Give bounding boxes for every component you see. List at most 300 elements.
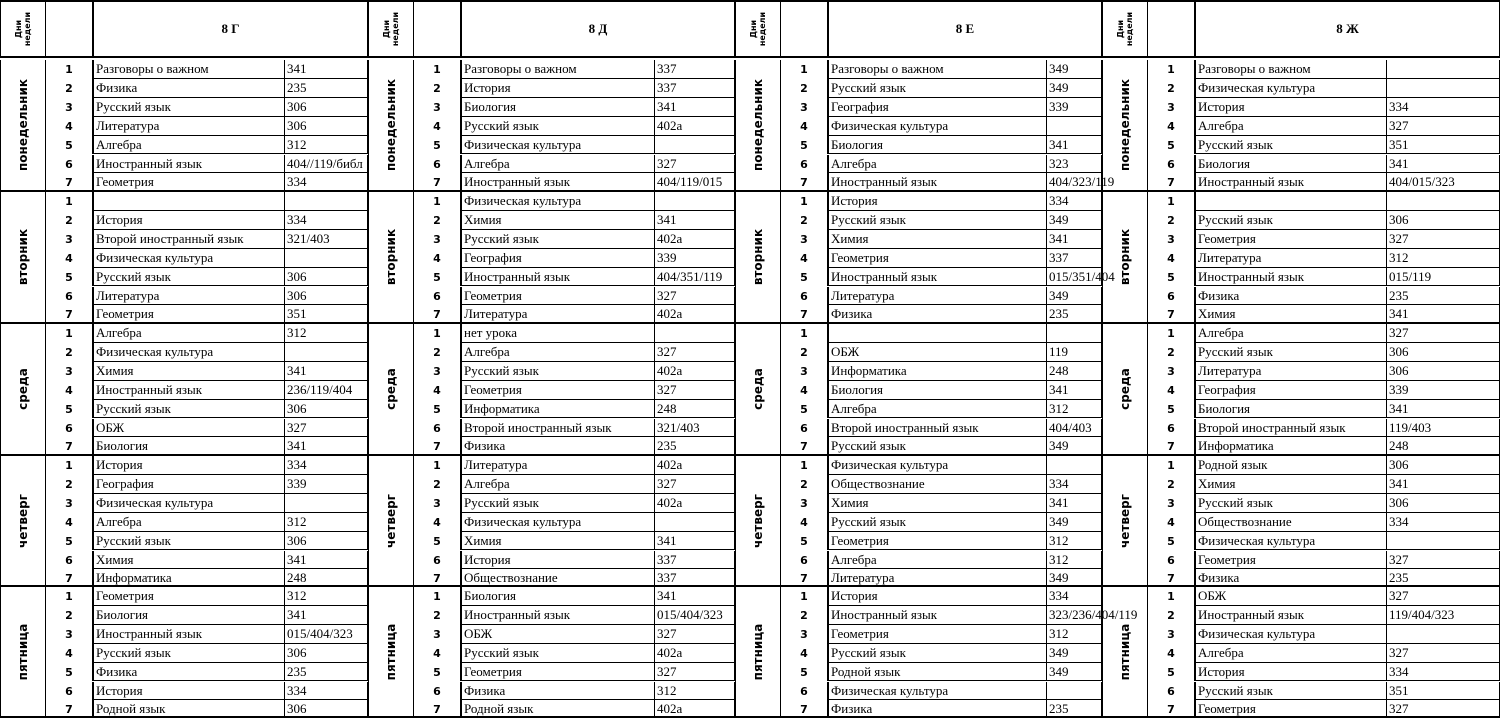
subject-cell: Физическая культура [1194,625,1386,644]
room-cell: 327 [1386,551,1500,570]
room-cell: 341 [1386,155,1500,174]
subject-cell: Второй иностранный язык [92,230,284,249]
day-label [1102,456,1148,587]
room-cell: 306 [284,700,368,718]
room-cell: 235 [284,663,368,682]
lesson-number: 3 [433,232,441,246]
subject-cell: Химия [1194,475,1386,494]
room-cell: 339 [284,475,368,494]
room-cell: 327 [1386,700,1500,718]
lesson-number: 3 [1167,364,1175,378]
lesson-number: 7 [414,437,460,456]
lesson-number: 3 [1167,232,1175,246]
room-cell: 351 [1386,136,1500,155]
room-cell: 015/351/404 [1046,268,1102,287]
day-label [735,587,781,718]
lesson-number: 4 [1167,383,1175,397]
room-cell: 349 [1046,437,1102,456]
day-label-text: среда [1118,368,1132,410]
subject-cell: Физическая культура [827,682,1046,701]
subject-cell: Геометрия [827,625,1046,644]
subject-cell [1194,192,1386,211]
day-label [0,60,46,192]
subject-cell: Русский язык [460,230,654,249]
subject-cell: Алгебра [827,551,1046,570]
room-cell: 334 [1046,192,1102,211]
lesson-number: 6 [433,553,441,567]
room-cell: 312 [654,682,735,701]
room-cell: 119/404/323 [1386,606,1500,625]
day-label [368,192,414,324]
lesson-number: 7 [781,437,827,456]
room-cell: 312 [284,513,368,532]
lesson-number: 4 [65,646,73,660]
room-cell: 327 [1386,644,1500,663]
subject-cell: Иностранный язык [460,268,654,287]
subject-cell: Геометрия [1194,700,1386,718]
day-label [0,192,46,324]
room-cell: 349 [1046,644,1102,663]
subject-cell: Химия [460,211,654,230]
room-cell: 321/403 [284,230,368,249]
lesson-number: 1 [800,590,808,603]
subject-cell: Разговоры о важном [1194,60,1386,79]
day-label [1102,60,1148,192]
room-cell: 312 [1046,551,1102,570]
lesson-number: 6 [65,289,73,303]
lesson-number: 2 [433,477,441,491]
lesson-number: 1 [433,195,441,208]
subject-cell: Физика [1194,569,1386,587]
subject-cell: Русский язык [1194,343,1386,362]
room-cell: 341 [1386,400,1500,419]
subject-cell: ОБЖ [827,343,1046,362]
subject-cell: Иностранный язык [92,381,284,400]
lesson-number: 4 [65,251,73,265]
day-label-text: среда [751,368,765,410]
lesson-number: 4 [800,119,808,133]
subject-cell: Физическая культура [460,136,654,155]
subject-cell: Русский язык [460,644,654,663]
subject-cell: Геометрия [92,305,284,324]
subject-cell: Физическая культура [1194,79,1386,98]
subject-cell: Русский язык [827,644,1046,663]
subject-cell: Алгебра [827,155,1046,174]
room-cell: 306 [284,98,368,117]
lesson-number: 5 [65,270,73,284]
room-cell: 341 [284,606,368,625]
lesson-number: 6 [1167,684,1175,698]
lesson-number: 4 [433,383,441,397]
lesson-number: 5 [1167,138,1175,152]
subject-cell: Физика [460,437,654,456]
subject-cell: География [827,98,1046,117]
subject-cell: Литература [827,569,1046,587]
subject-cell: Второй иностранный язык [1194,419,1386,438]
lesson-number: 7 [46,437,92,456]
lesson-number: 2 [433,81,441,95]
day-label-text: среда [384,368,398,410]
room-cell: 349 [1046,79,1102,98]
class-block [735,0,1138,718]
subject-cell: Физическая культура [1194,532,1386,551]
room-cell: 248 [284,569,368,587]
subject-cell: Химия [460,532,654,551]
room-cell: 402а [654,305,735,324]
lesson-number: 6 [800,289,808,303]
room-cell: 341 [1046,230,1102,249]
lesson-number: 6 [800,157,808,171]
room-cell: 402а [654,700,735,718]
subject-cell: Алгебра [1194,644,1386,663]
subject-cell: Биология [460,98,654,117]
subject-cell: Геометрия [460,381,654,400]
lesson-number: 4 [800,251,808,265]
room-cell: 306 [1386,343,1500,362]
room-cell: 341 [1046,381,1102,400]
lesson-number: 1 [433,327,441,340]
subject-cell: История [1194,98,1386,117]
lesson-number: 3 [65,364,73,378]
room-cell: 312 [284,136,368,155]
room-cell: 306 [284,268,368,287]
subject-cell: Литература [460,456,654,475]
day-label-text: пятница [1118,623,1132,680]
lesson-number: 2 [1167,81,1175,95]
day-label-text: вторник [384,228,398,286]
subject-cell: История [460,551,654,570]
lesson-number: 2 [800,345,808,359]
lesson-number: 5 [65,402,73,416]
lesson-number: 5 [800,138,808,152]
subject-cell: Иностранный язык [92,625,284,644]
room-cell [1386,532,1500,551]
room-cell: 312 [1046,625,1102,644]
lesson-number-header [414,0,460,58]
room-cell: 306 [1386,494,1500,513]
room-cell: 349 [1046,569,1102,587]
subject-cell: Иностранный язык [1194,606,1386,625]
subject-cell: Русский язык [460,494,654,513]
subject-cell: Алгебра [460,343,654,362]
class-name-header: 8 Е [827,0,1102,58]
subject-cell: Литература [460,305,654,324]
lesson-number: 4 [800,515,808,529]
subject-cell: История [827,587,1046,606]
day-column-header [735,0,781,58]
lesson-number: 1 [1167,459,1175,472]
subject-cell: Алгебра [92,513,284,532]
room-cell: 248 [654,400,735,419]
lesson-number: 2 [433,213,441,227]
subject-cell: Русский язык [460,362,654,381]
room-cell: 015/119 [1386,268,1500,287]
lesson-number: 7 [1148,173,1194,192]
room-cell: 015/404/323 [654,606,735,625]
lesson-number: 7 [781,305,827,324]
day-label-text: понедельник [1118,78,1132,172]
room-cell [1386,625,1500,644]
subject-cell: Физическая культура [827,456,1046,475]
room-cell: 339 [1386,381,1500,400]
day-label-text: среда [16,368,30,410]
room-cell: 337 [654,551,735,570]
subject-cell: История [1194,663,1386,682]
room-cell [654,136,735,155]
lesson-number: 4 [800,383,808,397]
room-cell [654,513,735,532]
subject-cell: Русский язык [92,98,284,117]
room-cell [1046,324,1102,343]
day-label [735,60,781,192]
room-cell: 404//119/библ [284,155,368,174]
day-column-header-label: Дни недели [14,11,32,47]
room-cell [284,494,368,513]
day-column-header-label: Дни недели [382,11,400,47]
day-column-header-label: Дни недели [749,11,767,47]
room-cell: 334 [1046,475,1102,494]
room-cell: 402а [654,362,735,381]
subject-cell: Родной язык [460,700,654,718]
room-cell: 235 [654,437,735,456]
lesson-number: 1 [433,590,441,603]
lesson-number-header [1148,0,1194,58]
room-cell: 349 [1046,663,1102,682]
room-cell: 341 [1046,136,1102,155]
lesson-number: 7 [781,569,827,587]
lesson-number: 1 [1167,195,1175,208]
room-cell [1386,192,1500,211]
subject-cell: Информатика [1194,437,1386,456]
lesson-number: 3 [1167,100,1175,114]
day-label [735,324,781,456]
room-cell: 334 [1386,98,1500,117]
day-label [735,192,781,324]
lesson-number: 6 [65,421,73,435]
room-cell [284,192,368,211]
subject-cell: Физика [92,79,284,98]
room-cell: 327 [654,343,735,362]
subject-cell: География [1194,381,1386,400]
day-column-header [368,0,414,58]
day-label-text: понедельник [16,78,30,172]
lesson-number: 7 [781,173,827,192]
subject-cell: Алгебра [460,155,654,174]
lesson-number: 6 [65,157,73,171]
room-cell: 327 [654,155,735,174]
lesson-number: 5 [433,270,441,284]
room-cell: 349 [1046,513,1102,532]
room-cell [284,249,368,268]
subject-cell: Литература [92,117,284,136]
lesson-number: 2 [800,477,808,491]
room-cell [1046,682,1102,701]
subject-cell: ОБЖ [460,625,654,644]
room-cell: 337 [654,569,735,587]
room-cell: 306 [1386,211,1500,230]
lesson-number: 5 [433,138,441,152]
subject-cell: История [460,79,654,98]
lesson-number: 4 [65,119,73,133]
room-cell: 306 [284,532,368,551]
day-label [1102,587,1148,718]
lesson-number: 3 [1167,496,1175,510]
room-cell: 235 [284,79,368,98]
lesson-number: 3 [65,100,73,114]
subject-cell: Физика [827,700,1046,718]
subject-cell: Геометрия [827,249,1046,268]
class-block [368,0,735,718]
subject-cell: Русский язык [827,513,1046,532]
lesson-number: 3 [65,232,73,246]
lesson-number: 7 [414,700,460,718]
room-cell: 327 [654,475,735,494]
lesson-number: 2 [65,345,73,359]
subject-cell: нет урока [460,324,654,343]
subject-cell [92,192,284,211]
lesson-number: 5 [65,534,73,548]
day-column-header-label: Дни недели [1116,11,1134,47]
lesson-number: 6 [433,684,441,698]
lesson-number-header [781,0,827,58]
subject-cell: Русский язык [827,79,1046,98]
subject-cell: Биология [92,437,284,456]
subject-cell: Обществознание [460,569,654,587]
subject-cell: ОБЖ [1194,587,1386,606]
lesson-number: 1 [65,327,73,340]
lesson-number: 2 [433,345,441,359]
day-label-text: четверг [384,493,398,548]
room-cell: 402а [654,117,735,136]
lesson-number: 3 [800,627,808,641]
lesson-number: 7 [1148,305,1194,324]
room-cell: 351 [1386,682,1500,701]
lesson-number: 1 [800,195,808,208]
room-cell [1386,60,1500,79]
lesson-number: 5 [1167,665,1175,679]
subject-cell: Биология [827,136,1046,155]
lesson-number: 6 [65,553,73,567]
room-cell: 327 [1386,587,1500,606]
room-cell: 334 [1046,587,1102,606]
room-cell: 236/119/404 [284,381,368,400]
room-cell: 351 [284,305,368,324]
subject-cell: Литература [1194,362,1386,381]
lesson-number: 4 [433,515,441,529]
day-label-text: пятница [384,623,398,680]
subject-cell: Химия [827,230,1046,249]
subject-cell: Русский язык [92,644,284,663]
day-label-text: вторник [16,228,30,286]
lesson-number: 3 [433,496,441,510]
subject-cell: Русский язык [1194,136,1386,155]
lesson-number: 6 [1167,289,1175,303]
lesson-number: 3 [800,100,808,114]
lesson-number: 7 [46,569,92,587]
day-label [368,324,414,456]
subject-cell: Литература [1194,249,1386,268]
lesson-number: 5 [800,534,808,548]
room-cell: 402а [654,494,735,513]
subject-cell: Биология [460,587,654,606]
room-cell: 341 [1386,475,1500,494]
room-cell: 306 [1386,456,1500,475]
day-label-text: четверг [16,493,30,548]
lesson-number: 5 [65,138,73,152]
lesson-number: 3 [65,627,73,641]
lesson-number: 7 [46,700,92,718]
room-cell: 327 [284,419,368,438]
lesson-number: 5 [433,534,441,548]
subject-cell: Физика [460,682,654,701]
lesson-number: 6 [1167,421,1175,435]
room-cell: 341 [284,362,368,381]
lesson-number: 4 [65,383,73,397]
lesson-number: 4 [433,646,441,660]
lesson-number: 2 [800,81,808,95]
subject-cell: Русский язык [1194,211,1386,230]
room-cell: 327 [654,625,735,644]
subject-cell: Разговоры о важном [92,60,284,79]
lesson-number: 5 [433,402,441,416]
subject-cell: География [92,475,284,494]
subject-cell: История [92,211,284,230]
room-cell: 312 [1386,249,1500,268]
room-cell: 341 [284,551,368,570]
lesson-number: 2 [1167,608,1175,622]
subject-cell: Физическая культура [92,249,284,268]
subject-cell: Алгебра [92,136,284,155]
lesson-number: 2 [1167,345,1175,359]
subject-cell: Второй иностранный язык [460,419,654,438]
lesson-number: 2 [65,81,73,95]
room-cell: 402а [654,644,735,663]
lesson-number: 7 [414,569,460,587]
subject-cell: Родной язык [827,663,1046,682]
room-cell: 341 [654,211,735,230]
subject-cell: Разговоры о важном [460,60,654,79]
lesson-number: 2 [65,213,73,227]
room-cell: 327 [1386,324,1500,343]
room-cell: 349 [1046,60,1102,79]
room-cell: 312 [284,324,368,343]
subject-cell: Второй иностранный язык [827,419,1046,438]
subject-cell [827,324,1046,343]
lesson-number: 3 [800,496,808,510]
subject-cell: Разговоры о важном [827,60,1046,79]
subject-cell: Геометрия [1194,230,1386,249]
subject-cell: Алгебра [1194,117,1386,136]
subject-cell: Иностранный язык [1194,173,1386,192]
lesson-number: 5 [1167,270,1175,284]
room-cell: 327 [654,381,735,400]
class-name-header: 8 Г [92,0,368,58]
day-label [0,324,46,456]
room-cell: 015/404/323 [284,625,368,644]
lesson-number: 4 [1167,119,1175,133]
subject-cell: Химия [827,494,1046,513]
subject-cell: Алгебра [92,324,284,343]
subject-cell: Иностранный язык [827,173,1046,192]
lesson-number: 2 [65,477,73,491]
lesson-number: 6 [433,157,441,171]
room-cell: 306 [284,117,368,136]
lesson-number: 4 [433,251,441,265]
day-label [0,456,46,587]
room-cell: 312 [1046,400,1102,419]
lesson-number: 5 [800,270,808,284]
room-cell: 327 [1386,230,1500,249]
